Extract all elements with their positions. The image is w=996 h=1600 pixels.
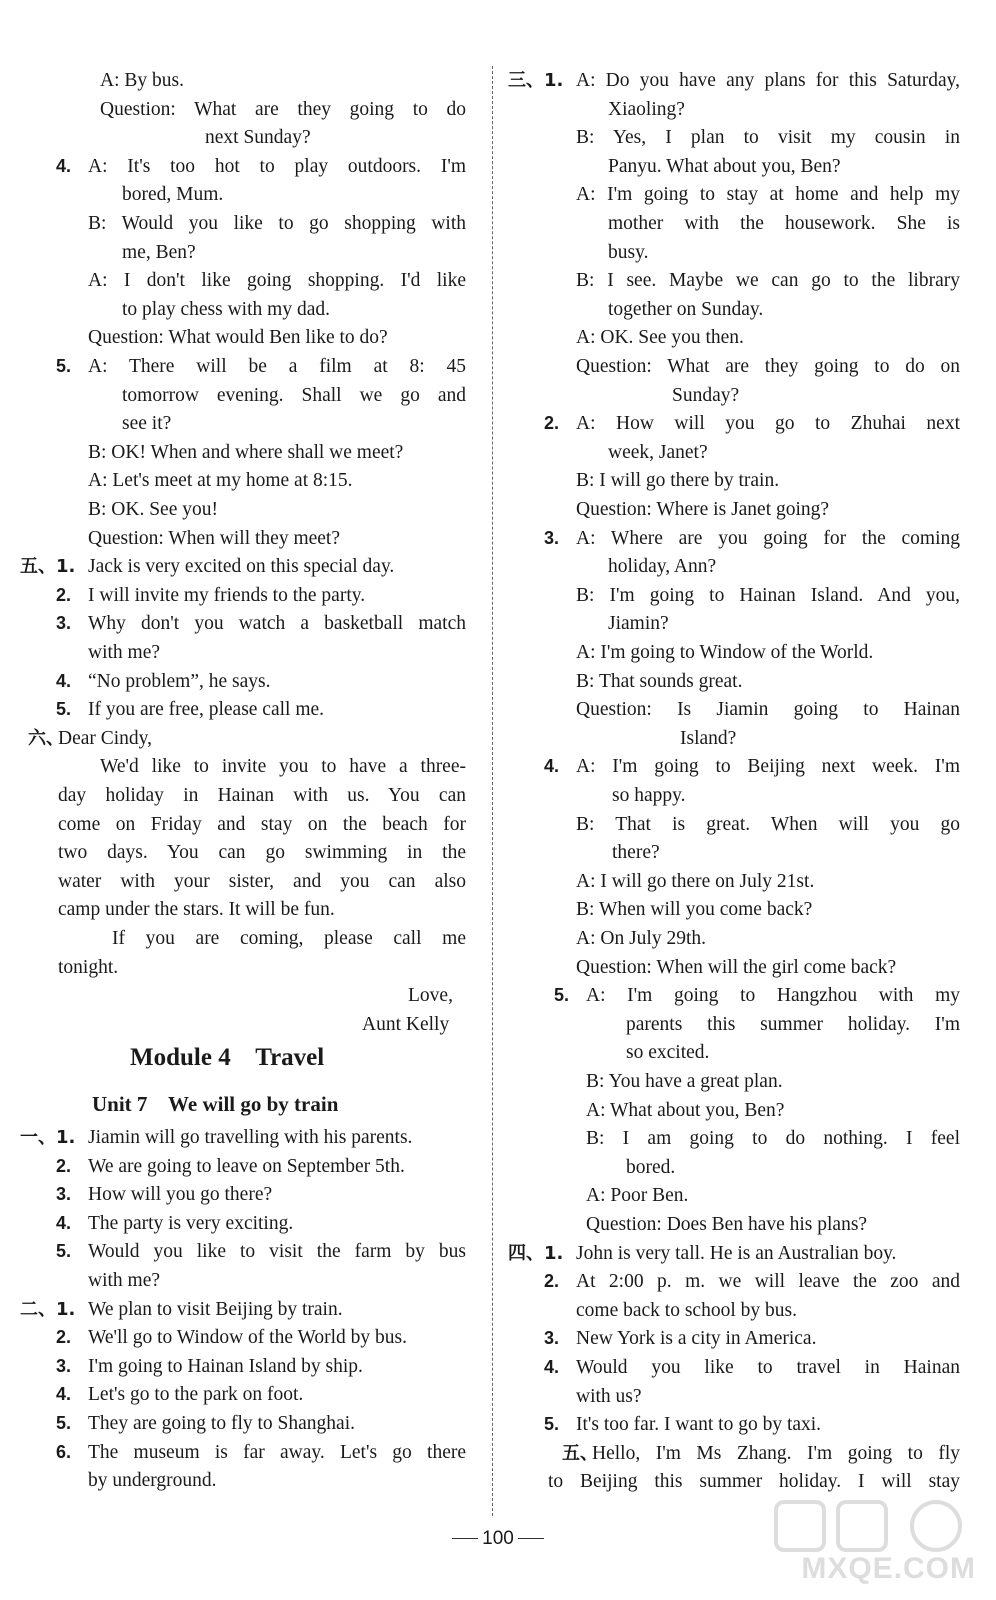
text-line: We'd like to invite you to have a three- [100, 756, 466, 778]
text-line: B: Yes, I plan to visit my cousin in [576, 127, 960, 149]
question-number: 2. [544, 413, 560, 434]
watermark-logo [766, 1496, 976, 1586]
text-line: It's too far. I want to go by taxi. [576, 1414, 822, 1436]
question-number: 2. [544, 1271, 560, 1292]
text-line: The museum is far away. Let's go there [88, 1441, 466, 1463]
question-number: 五、1. [20, 556, 76, 578]
text-line: together on Sunday. [608, 298, 764, 320]
text-line: tomorrow evening. Shall we go and [122, 384, 466, 406]
text-line: B: I am going to do nothing. I feel [586, 1128, 960, 1150]
text-line: Question: What are they going to do [100, 98, 466, 120]
text-line: so happy. [612, 785, 686, 806]
text-line: B: I'm going to Hainan Island. And you, [576, 584, 960, 606]
text-line: A: OK. See you then. [576, 327, 744, 349]
question-number: 三、1. [508, 70, 564, 91]
text-line: there? [612, 842, 660, 864]
text-line: A: By bus. [100, 70, 184, 91]
text-line: Sunday? [672, 384, 740, 406]
text-line: see it? [122, 413, 172, 435]
text-line: I'm going to Hainan Island by ship. [88, 1355, 363, 1377]
text-line: “No problem”, he says. [88, 670, 271, 692]
text-line: Jack is very excited on this special day. [88, 556, 395, 578]
text-line: How will you go there? [88, 1184, 273, 1206]
column-divider [492, 66, 493, 1516]
question-number: 5. [56, 1413, 72, 1433]
text-line: to play chess with my dad. [122, 298, 330, 320]
text-line: B: You have a great plan. [586, 1071, 783, 1092]
text-line: B: OK. See you! [88, 499, 218, 520]
question-number: 4. [56, 670, 72, 691]
page-number: 100 [482, 1528, 514, 1549]
text-line: by underground. [88, 1470, 217, 1492]
question-number: 4. [56, 1212, 72, 1233]
question-number: 四、1. [508, 1242, 564, 1264]
text-line: bored, Mum. [122, 184, 224, 206]
text-line: B: When will you come back? [576, 899, 813, 921]
text-line: mother with the housework. She is [608, 213, 960, 234]
question-number: 五、 [562, 1442, 598, 1464]
question-number: 2. [56, 1327, 72, 1348]
text-line: A: Do you have any plans for this Saturday, [576, 70, 960, 91]
text-line: two days. You can go swimming in the [58, 842, 466, 864]
text-line: A: There will be a film at 8: 45 [88, 356, 466, 377]
question-number: 2. [56, 584, 72, 605]
text-line: John is very tall. He is an Australian boy. [576, 1242, 897, 1264]
question-number: 6. [56, 1441, 72, 1462]
question-number: 5. [554, 985, 570, 1006]
text-line: A: Let's meet at my home at 8:15. [88, 470, 353, 492]
text-line: busy. [608, 241, 649, 263]
text-line: Question: When will they meet? [88, 527, 340, 549]
text-line: Jiamin? [608, 613, 669, 635]
text-line: They are going to fly to Shanghai. [88, 1413, 355, 1434]
text-line: A: I will go there on July 21st. [576, 870, 815, 892]
text-line: A: How will you go to Zhuhai next [576, 413, 960, 435]
watermark-text: MXQE.COM [801, 1552, 976, 1585]
text-line: with us? [576, 1385, 642, 1407]
text-line: A: I'm going to Window of the World. [576, 642, 874, 663]
text-line: day holiday in Hainan with us. You can [58, 785, 466, 806]
text-line: me, Ben? [122, 241, 196, 263]
question-number: 4. [544, 756, 560, 777]
question-number: 5. [56, 1241, 72, 1262]
question-number: 3. [56, 613, 72, 634]
unit-heading: Unit 7 We will go by train [92, 1092, 339, 1116]
question-number: 5. [56, 356, 72, 376]
text-line: parents this summer holiday. I'm [626, 1013, 960, 1035]
text-line: A: What about you, Ben? [586, 1099, 785, 1121]
text-line: come on Friday and stay on the beach for [58, 813, 466, 835]
text-line: Question: Does Ben have his plans? [586, 1214, 868, 1235]
question-number: 4. [56, 155, 72, 176]
text-line: New York is a city in America. [576, 1328, 817, 1350]
question-number: 3. [544, 527, 560, 548]
text-line: to Beijing this summer holiday. I will stay [548, 1471, 960, 1493]
text-line: B: That is great. When will you go [576, 813, 960, 835]
text-line: A: I'm going to Beijing next week. I'm [576, 756, 960, 778]
text-line: A: I'm going to Hangzhou with my [586, 985, 960, 1007]
text-line: so excited. [626, 1042, 710, 1064]
watermark-icon [766, 1496, 976, 1556]
text-line: Dear Cindy, [58, 727, 153, 749]
text-line: Question: Where is Janet going? [576, 499, 830, 520]
text-line: A: Poor Ben. [586, 1185, 689, 1207]
text-line: A: Where are you going for the coming [576, 527, 960, 549]
text-line: come back to school by bus. [576, 1299, 797, 1321]
text-line: Panyu. What about you, Ben? [608, 155, 841, 177]
text-line: I will invite my friends to the party. [88, 584, 366, 606]
text-line: We are going to leave on September 5th. [88, 1155, 405, 1177]
text-line: A: It's too hot to play outdoors. I'm [88, 155, 466, 177]
text-line: The party is very exciting. [88, 1212, 294, 1234]
text-line: A: On July 29th. [576, 928, 707, 949]
text-line: We plan to visit Beijing by train. [88, 1298, 343, 1320]
text-line: with me? [88, 642, 161, 663]
text-line: Aunt Kelly [362, 1013, 450, 1035]
text-line: Island? [680, 727, 737, 749]
text-line: B: I see. Maybe we can go to the library [576, 270, 960, 292]
question-number: 2. [56, 1155, 72, 1176]
question-number: 3. [56, 1355, 72, 1376]
text-line: B: Would you like to go shopping with [88, 213, 466, 234]
text-line: Xiaoling? [608, 98, 685, 120]
text-line: Would you like to visit the farm by bus [88, 1241, 466, 1263]
text-line: If you are coming, please call me [112, 928, 466, 949]
text-line: Let's go to the park on foot. [88, 1384, 304, 1406]
text-line: holiday, Ann? [608, 556, 717, 578]
question-number: 二、1. [20, 1298, 76, 1320]
text-line: bored. [626, 1156, 676, 1178]
text-line: At 2:00 p. m. we will leave the zoo and [576, 1271, 960, 1293]
question-number: 4. [56, 1384, 72, 1405]
question-number: 一、1. [20, 1127, 76, 1148]
text-line: B: OK! When and where shall we meet? [88, 441, 404, 463]
question-number: 5. [56, 699, 72, 720]
text-line: Question: What would Ben like to do? [88, 327, 388, 349]
text-line: Why don't you watch a basketball match [88, 613, 466, 635]
text-line: Question: What are they going to do on [576, 356, 960, 377]
text-line: Jiamin will go travelling with his parents. [88, 1127, 413, 1148]
text-line: If you are free, please call me. [88, 699, 325, 721]
text-line: camp under the stars. It will be fun. [58, 899, 335, 921]
text-line: We'll go to Window of the World by bus. [88, 1327, 407, 1349]
text-line: water with your sister, and you can also [58, 870, 466, 892]
text-line: tonight. [58, 956, 119, 978]
text-line: Question: When will the girl come back? [576, 956, 897, 978]
module-heading: Module 4 Travel [130, 1044, 325, 1071]
question-number: 3. [56, 1184, 72, 1205]
text-line: Hello, I'm Ms Zhang. I'm going to fly [592, 1442, 960, 1464]
question-number: 4. [544, 1357, 560, 1377]
text-line: B: I will go there by train. [576, 470, 780, 492]
text-line: Love, [408, 985, 453, 1007]
text-line: with me? [88, 1270, 161, 1291]
question-number: 5. [544, 1414, 560, 1435]
text-line: next Sunday? [205, 127, 311, 149]
question-number: 六、 [28, 727, 64, 749]
text-line: A: I don't like going shopping. I'd like [88, 270, 466, 292]
text-line: week, Janet? [608, 441, 708, 463]
text-line: B: That sounds great. [576, 670, 743, 692]
text-line: Question: Is Jiamin going to Hainan [576, 699, 960, 721]
question-number: 3. [544, 1328, 560, 1349]
text-line: A: I'm going to stay at home and help my [576, 184, 960, 206]
text-line: Would you like to travel in Hainan [576, 1357, 960, 1378]
